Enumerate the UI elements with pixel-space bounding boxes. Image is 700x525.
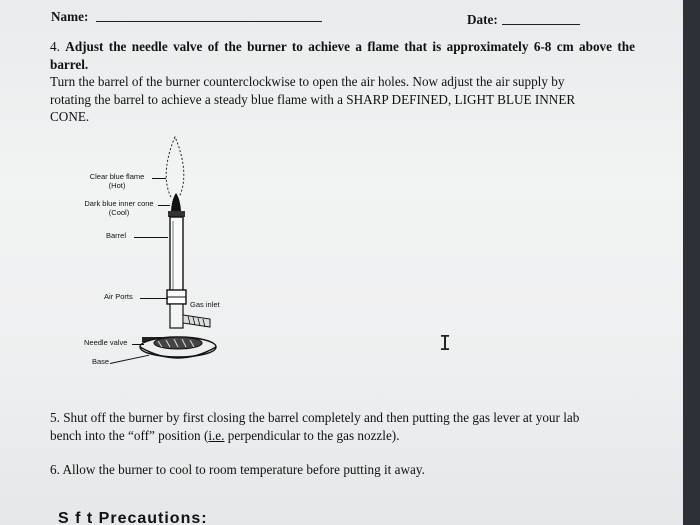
step-5-line-1: 5. Shut off the burner by first closing the barrel completely and then putting the gas lever at your lab: [50, 410, 580, 425]
step-6-paragraph: [50, 461, 640, 479]
step-4-line-1: Turn the barrel of the burner counterclockwise to open the air holes. Now adjust the air supply by: [50, 74, 565, 90]
inner-cone: [171, 193, 181, 213]
step-6-text: 6. Allow the burner to cool to room temperature before putting it away.: [50, 462, 425, 477]
gas-inlet: [183, 315, 210, 327]
label-needle-valve: Needle valve: [84, 338, 128, 347]
name-label: Name:: [51, 9, 89, 24]
step-4-line-3: CONE.: [50, 109, 90, 125]
step-4-line-2: rotating the barrel to achieve a steady blue flame with a SHARP DEFINED, LIGHT BLUE INNER: [50, 91, 576, 107]
step-5-ie: i.e.: [208, 427, 225, 443]
leader-air-ports: [140, 298, 168, 299]
leader-clear-flame: [152, 178, 166, 179]
barrel: [170, 217, 183, 297]
step-5-line-2-pre: bench into the “off” position (: [50, 427, 209, 443]
step-4-bold-text: Adjust the needle valve of the burner to achieve a flame that is approximately 6-8 cm above the barrel.: [50, 39, 635, 72]
label-clear-flame: Clear blue flame (Hot): [89, 172, 145, 190]
date-label: Date:: [467, 12, 498, 27]
step-5-line-2-post: perpendicular to the gas nozzle).: [224, 427, 400, 443]
leader-barrel: [134, 237, 168, 238]
safety-precautions-heading: S f t Precautions:: [58, 510, 208, 525]
name-blank: [96, 21, 322, 22]
label-base: Base: [92, 357, 110, 366]
label-barrel: Barrel: [106, 231, 127, 240]
outer-flame: [166, 137, 184, 197]
barrel-rim: [168, 211, 185, 217]
step-4-number: 4.: [50, 39, 60, 54]
right-edge-bar: [683, 0, 700, 525]
leader-dark-cone: [158, 205, 170, 206]
step-5-paragraph: [50, 409, 640, 444]
label-gas-inlet: Gas inlet: [190, 300, 220, 309]
label-air-ports: Air Ports: [104, 292, 133, 301]
step-4-paragraph: [50, 38, 635, 126]
leader-needle-valve: [132, 344, 144, 345]
label-dark-cone: Dark blue inner cone (Cool): [84, 199, 154, 217]
text-cursor-icon: I: [439, 331, 452, 355]
date-blank: [502, 24, 580, 25]
